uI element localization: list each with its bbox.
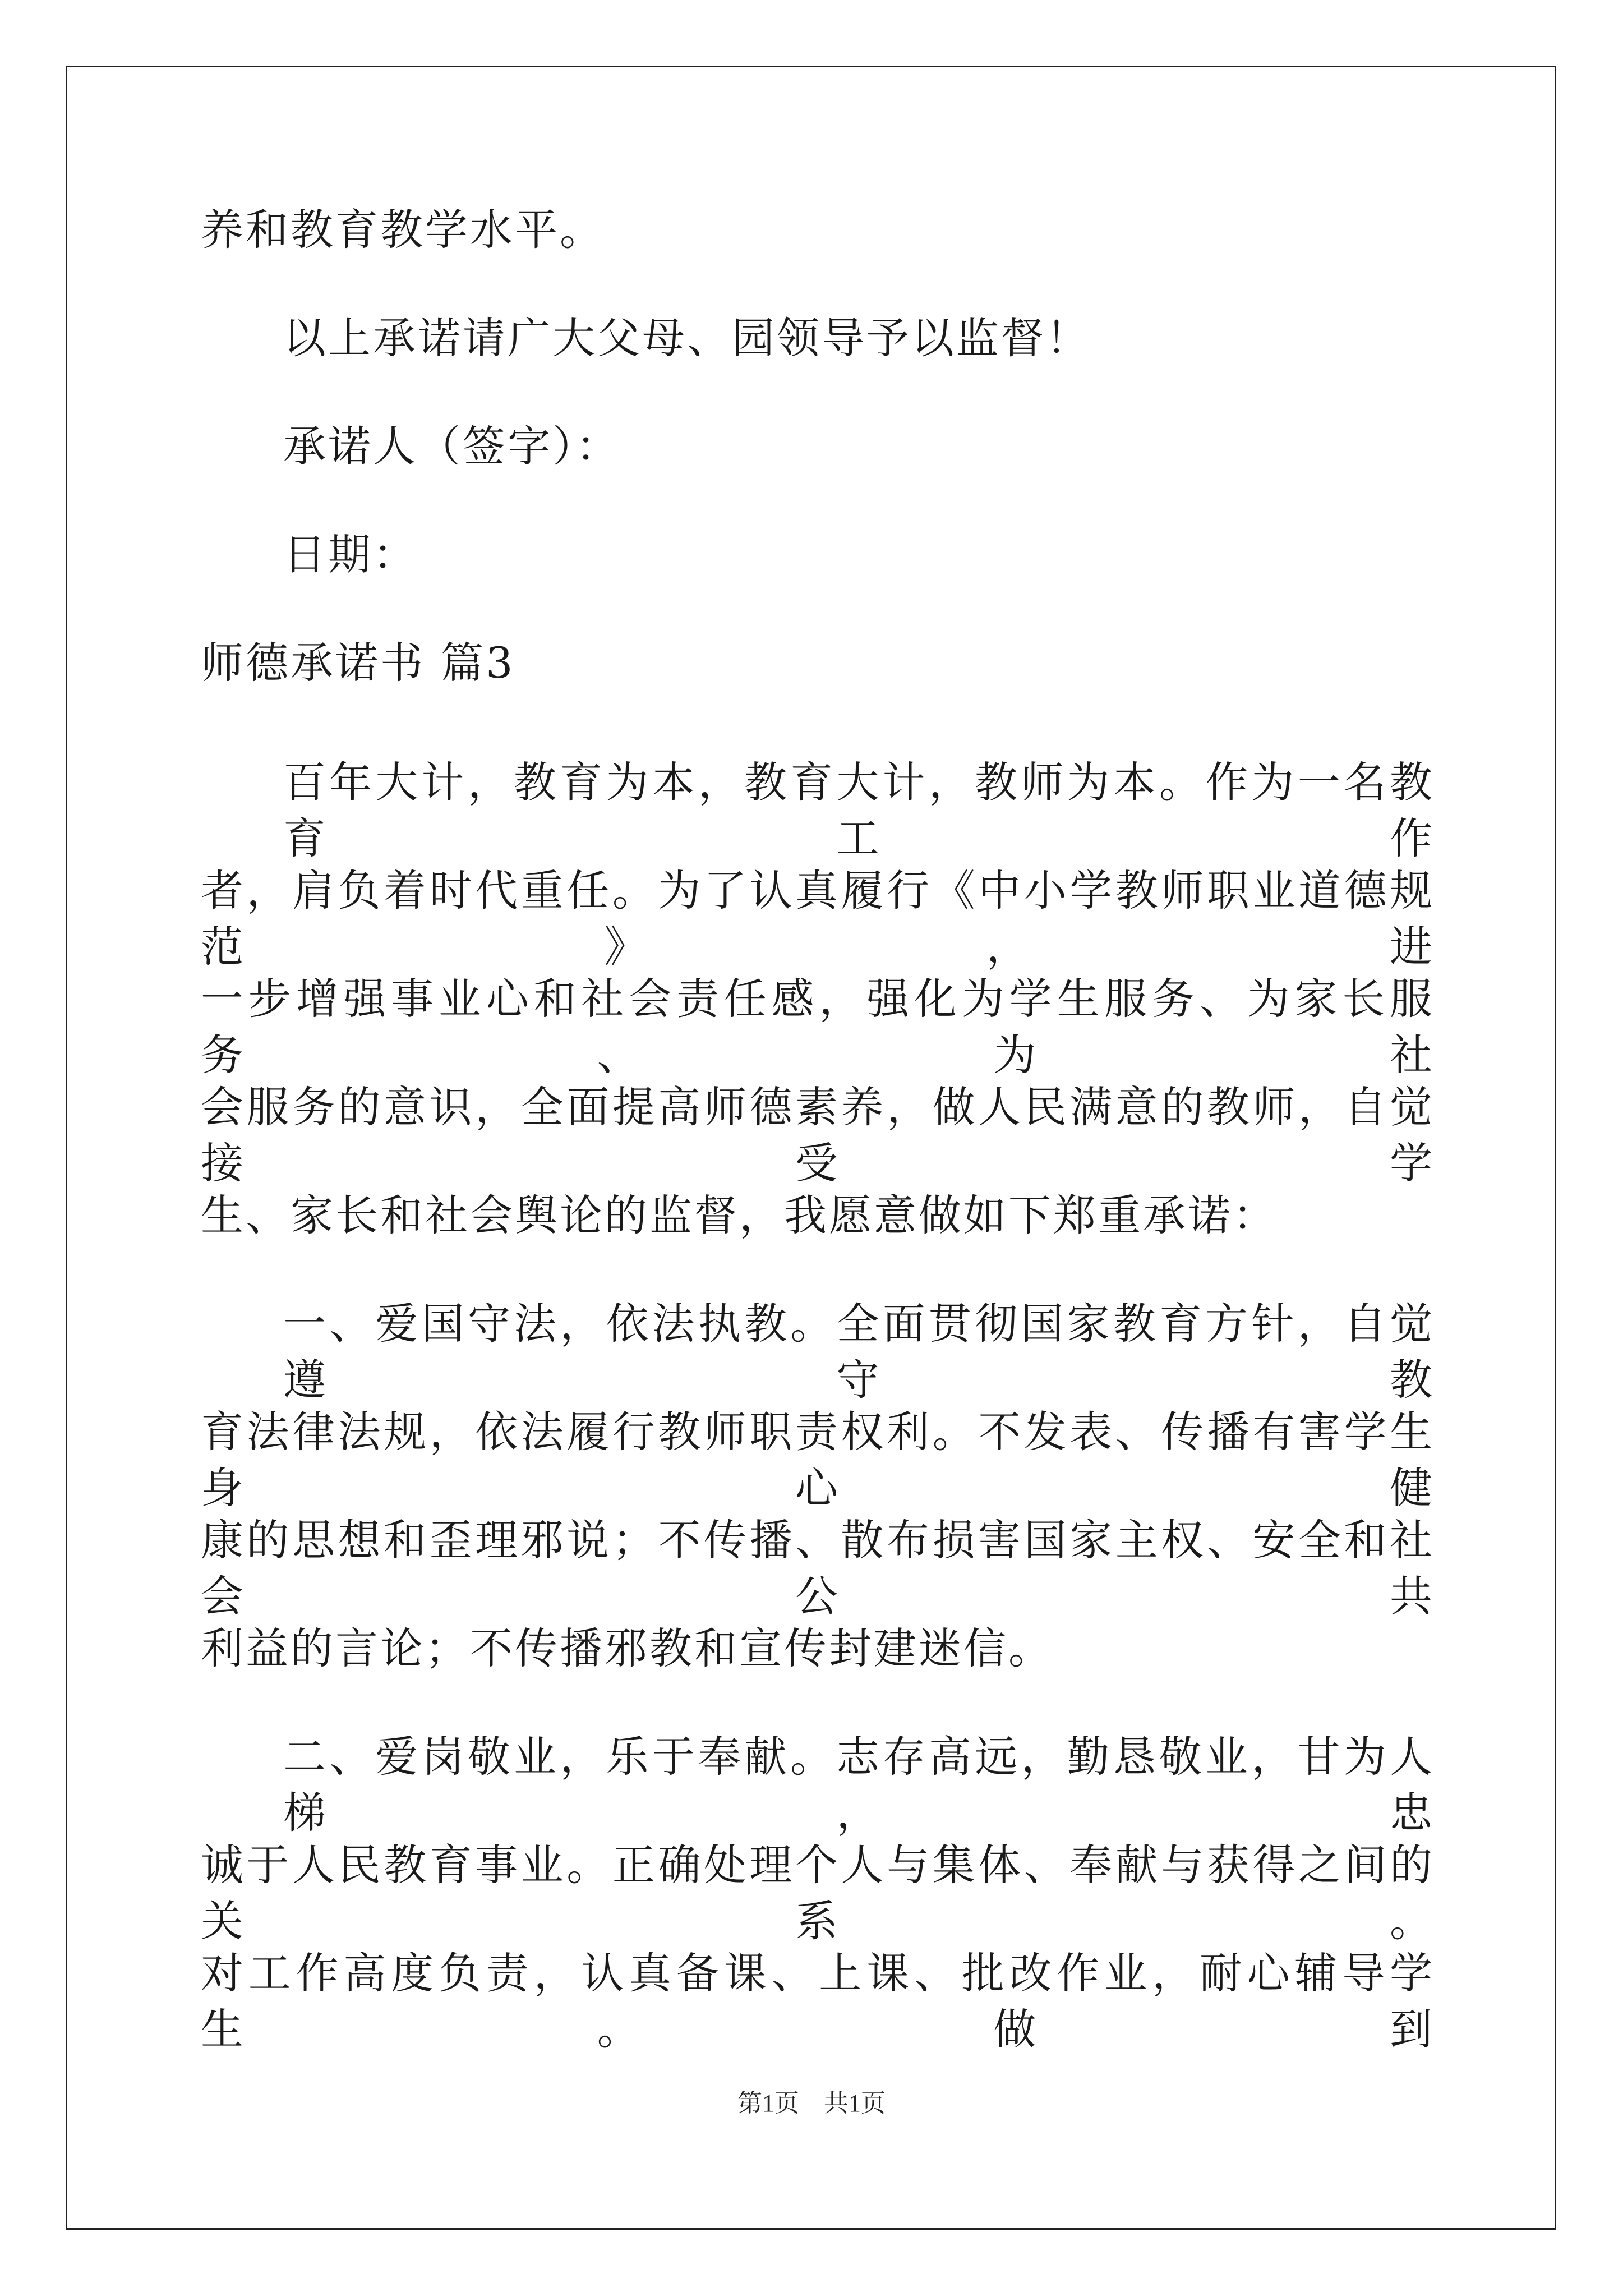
text-line: 对工作高度负责，认真备课、上课、批改作业，耐心辅导学生。做到 [201, 1948, 1435, 2054]
text-line: 一、爱国守法，依法执教。全面贯彻国家教育方针，自觉遵守教 [283, 1299, 1435, 1405]
text-line: 日期： [283, 530, 418, 579]
text-line: 二、爱岗敬业，乐于奉献。志存高远，勤恳敬业，甘为人梯，忠 [283, 1732, 1435, 1838]
text-line: 养和教育教学水平。 [201, 205, 605, 255]
text-line: 利益的言论；不传播邪教和宣传封建迷信。 [201, 1623, 1053, 1673]
text-line: 百年大计，教育为本，教育大计，教师为本。作为一名教育工作 [283, 757, 1435, 863]
text-line: 诚于人民教育事业。正确处理个人与集体、奉献与获得之间的关系。 [201, 1840, 1435, 1946]
text-line: 以上承诺请广大父母、园领导予以监督！ [283, 313, 1091, 363]
text-line: 育法律法规，依法履行教师职责权利。不发表、传播有害学生身心健 [201, 1407, 1435, 1513]
text-line: 康的思想和歪理邪说；不传播、散布损害国家主权、安全和社会公共 [201, 1515, 1435, 1621]
text-line: 生、家长和社会舆论的监督，我愿意做如下郑重承诺： [201, 1190, 1278, 1240]
text-line: 会服务的意识，全面提高师德素养，做人民满意的教师，自觉接受学 [201, 1082, 1435, 1188]
page-number-footer: 第1页 共1页 [737, 2090, 886, 2117]
text-line: 者，肩负着时代重任。为了认真履行《中小学教师职业道德规范》，进 [201, 866, 1435, 972]
section-heading: 师德承诺书 篇3 [201, 638, 515, 688]
text-line: 承诺人（签字）： [283, 421, 621, 471]
text-line: 一步增强事业心和社会责任感，强化为学生服务、为家长服务、为社 [201, 974, 1435, 1080]
